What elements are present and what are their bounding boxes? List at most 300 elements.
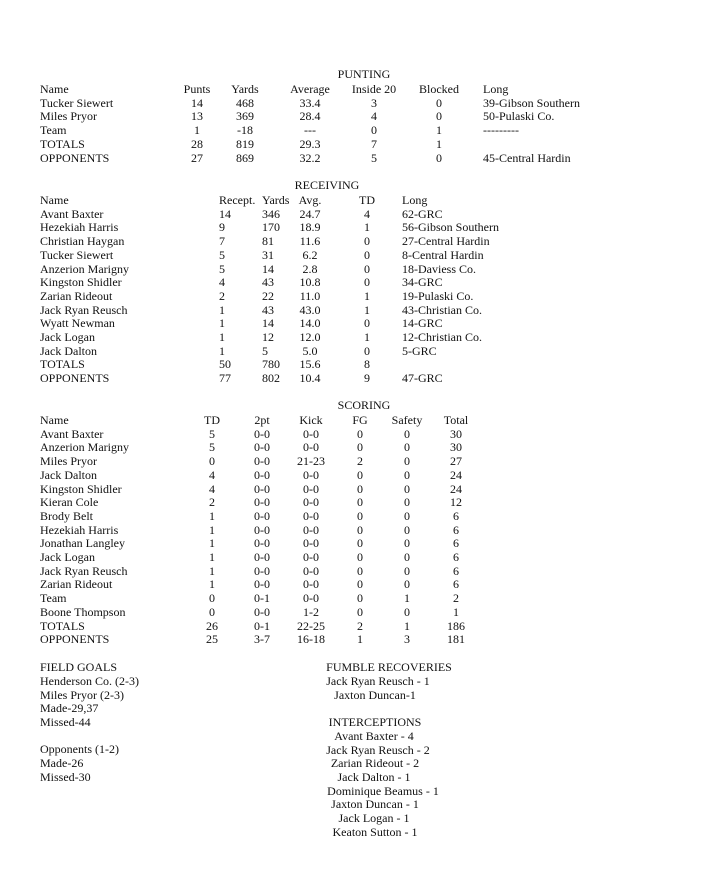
receiving-title: RECEIVING [294, 178, 360, 192]
punting-cell-yards: 369 [236, 109, 254, 124]
receiving-cell-avg: 43.0 [299, 302, 321, 317]
scoring-cell-td: 1 [209, 522, 215, 537]
receiving-cell-long: 47-GRC [402, 371, 443, 386]
scoring-header-safety: Safety [391, 413, 423, 427]
punting-table-row [0, 137, 723, 151]
scoring-cell-total: 30 [450, 440, 462, 455]
receiving-table-row [0, 207, 723, 221]
scoring-cell-fg: 0 [357, 604, 363, 619]
fumble-recoveries-title: FUMBLE RECOVERIES [326, 660, 452, 674]
scoring-table-row [0, 440, 723, 454]
punting-cell-average: --- [304, 123, 316, 138]
receiving-cell-name: Jack Ryan Reusch [40, 302, 128, 317]
receiving-cell-yards: 14 [262, 316, 274, 331]
punting-header-row [0, 82, 723, 96]
scoring-cell-kick: 21-23 [297, 454, 325, 469]
scoring-cell-2pt: 0-0 [254, 454, 270, 469]
receiving-cell-name: TOTALS [40, 357, 85, 372]
scoring-cell-name: Brody Belt [40, 508, 93, 523]
scoring-cell-safety: 3 [404, 632, 410, 647]
scoring-cell-total: 6 [453, 522, 459, 537]
scoring-cell-2pt: 0-0 [254, 563, 270, 578]
scoring-cell-fg: 0 [357, 508, 363, 523]
punting-header-blocked: Blocked [419, 82, 459, 96]
punting-cell-blocked: 1 [436, 123, 442, 138]
punting-cell-punts: 28 [191, 136, 203, 151]
punting-cell-average: 32.2 [299, 150, 321, 165]
scoring-cell-name: Jack Dalton [40, 467, 97, 482]
scoring-cell-name: Team [40, 591, 67, 606]
receiving-header-name: Name [40, 193, 69, 207]
scoring-cell-fg: 0 [357, 426, 363, 441]
receiving-cell-recept: 2 [219, 288, 225, 303]
scoring-cell-kick: 22-25 [297, 618, 325, 633]
scoring-cell-td: 1 [209, 550, 215, 564]
field-goals-line: Missed-44 [40, 715, 91, 729]
receiving-cell-td: 4 [364, 206, 370, 221]
receiving-cell-yards: 12 [262, 330, 274, 344]
punting-cell-long: --------- [483, 123, 519, 138]
punting-cell-inside-20: 4 [371, 109, 377, 124]
punting-cell-inside-20: 7 [371, 136, 377, 151]
scoring-cell-td: 1 [209, 563, 215, 578]
punting-cell-blocked: 0 [436, 109, 442, 124]
receiving-table-row [0, 248, 723, 262]
receiving-cell-long: 62-GRC [402, 206, 443, 221]
scoring-cell-name: TOTALS [40, 618, 85, 633]
scoring-cell-safety: 0 [404, 426, 410, 441]
scoring-cell-safety: 0 [404, 550, 410, 564]
scoring-cell-2pt: 0-0 [254, 481, 270, 496]
punting-cell-yards: 468 [236, 95, 254, 110]
scoring-table-row [0, 605, 723, 619]
scoring-cell-name: Hezekiah Harris [40, 522, 119, 537]
punting-header-yards: Yards [231, 82, 259, 96]
receiving-cell-yards: 802 [262, 371, 280, 386]
scoring-cell-2pt: 0-0 [254, 522, 270, 537]
punting-header-average: Average [290, 82, 330, 96]
receiving-cell-avg: 24.7 [299, 206, 321, 221]
scoring-table-row [0, 482, 723, 496]
field-goals-line: Made-29,37 [40, 701, 99, 715]
punting-cell-average: 28.4 [299, 109, 321, 124]
punting-cell-long: 50-Pulaski Co. [483, 109, 555, 124]
receiving-cell-long: 8-Central Hardin [402, 247, 484, 262]
scoring-cell-td: 0 [209, 604, 215, 619]
scoring-cell-kick: 0-0 [303, 522, 319, 537]
scoring-cell-kick: 0-0 [303, 440, 319, 455]
scoring-cell-td: 5 [209, 440, 215, 455]
scoring-cell-safety: 0 [404, 536, 410, 551]
receiving-header-avg: Avg. [298, 193, 322, 207]
punting-cell-average: 33.4 [299, 95, 321, 110]
receiving-cell-yards: 780 [262, 357, 280, 372]
receiving-cell-name: Avant Baxter [40, 206, 104, 221]
scoring-table-row [0, 577, 723, 591]
punting-table-row [0, 123, 723, 137]
receiving-cell-yards: 14 [262, 261, 274, 276]
scoring-table-row [0, 564, 723, 578]
receiving-table-row [0, 275, 723, 289]
scoring-cell-name: Jack Logan [40, 550, 95, 564]
receiving-cell-avg: 14.0 [299, 316, 321, 331]
scoring-cell-td: 1 [209, 536, 215, 551]
scoring-cell-total: 27 [450, 454, 462, 469]
scoring-cell-total: 12 [450, 495, 462, 510]
punting-cell-punts: 13 [191, 109, 203, 124]
scoring-cell-2pt: 0-1 [254, 618, 270, 633]
scoring-table-row [0, 468, 723, 482]
scoring-cell-2pt: 0-0 [254, 550, 270, 564]
scoring-cell-td: 25 [206, 632, 218, 647]
punting-header-inside-20: Inside 20 [351, 82, 397, 96]
punting-cell-yards: -18 [237, 123, 253, 138]
scoring-header-row [0, 413, 723, 427]
scoring-cell-safety: 0 [404, 481, 410, 496]
scoring-cell-2pt: 0-0 [254, 495, 270, 510]
receiving-table-row [0, 316, 723, 330]
punting-cell-long: 39-Gibson Southern [483, 95, 580, 110]
receiving-cell-recept: 50 [219, 357, 231, 372]
scoring-cell-kick: 0-0 [303, 577, 319, 592]
scoring-cell-kick: 0-0 [303, 467, 319, 482]
scoring-cell-name: Jack Ryan Reusch [40, 563, 128, 578]
scoring-cell-fg: 0 [357, 536, 363, 551]
scoring-title: SCORING [337, 398, 391, 412]
receiving-cell-recept: 14 [219, 206, 231, 221]
scoring-cell-td: 1 [209, 577, 215, 592]
receiving-cell-td: 1 [364, 220, 370, 235]
interception-line: Dominique Beamus - 1 [327, 784, 439, 798]
receiving-cell-avg: 15.6 [299, 357, 321, 372]
receiving-cell-avg: 12.0 [299, 330, 321, 344]
receiving-cell-yards: 5 [262, 343, 268, 358]
field-goals-opp-line: Missed-30 [40, 770, 91, 784]
receiving-cell-long: 27-Central Hardin [402, 234, 490, 249]
scoring-cell-kick: 0-0 [303, 426, 319, 441]
scoring-cell-name: Anzerion Marigny [40, 440, 129, 455]
scoring-cell-safety: 0 [404, 508, 410, 523]
punting-table-row [0, 96, 723, 110]
punting-header-long: Long [483, 82, 509, 96]
punting-cell-name: Miles Pryor [40, 109, 97, 124]
scoring-cell-fg: 0 [357, 467, 363, 482]
scoring-cell-fg: 1 [357, 632, 363, 647]
scoring-cell-td: 1 [209, 508, 215, 523]
receiving-table-row [0, 289, 723, 303]
punting-table-row [0, 151, 723, 165]
receiving-header-td: TD [359, 193, 375, 207]
scoring-cell-td: 0 [209, 454, 215, 469]
punting-cell-name: Team [40, 123, 67, 138]
scoring-cell-name: OPPONENTS [40, 632, 110, 647]
scoring-cell-safety: 0 [404, 522, 410, 537]
scoring-cell-kick: 0-0 [303, 508, 319, 523]
receiving-cell-td: 9 [364, 371, 370, 386]
receiving-table-row [0, 303, 723, 317]
receiving-cell-yards: 346 [262, 206, 280, 221]
receiving-cell-td: 1 [364, 330, 370, 344]
receiving-cell-recept: 5 [219, 247, 225, 262]
receiving-cell-name: OPPONENTS [40, 371, 110, 386]
receiving-table-row [0, 344, 723, 358]
scoring-cell-kick: 0-0 [303, 550, 319, 564]
punting-cell-blocked: 0 [436, 95, 442, 110]
punting-cell-blocked: 1 [436, 136, 442, 151]
receiving-cell-avg: 11.0 [299, 288, 321, 303]
scoring-cell-safety: 0 [404, 495, 410, 510]
receiving-table-row [0, 330, 723, 344]
receiving-cell-long: 14-GRC [402, 316, 443, 331]
scoring-cell-kick: 0-0 [303, 563, 319, 578]
receiving-cell-td: 0 [364, 275, 370, 290]
scoring-cell-fg: 0 [357, 440, 363, 455]
receiving-cell-long: 12-Christian Co. [402, 330, 482, 344]
receiving-table-row [0, 262, 723, 276]
receiving-cell-yards: 31 [262, 247, 274, 262]
scoring-cell-td: 2 [209, 495, 215, 510]
punting-header-name: Name [40, 82, 69, 96]
receiving-cell-long: 5-GRC [402, 343, 437, 358]
scoring-table-row [0, 536, 723, 550]
receiving-cell-name: Jack Dalton [40, 343, 97, 358]
punting-cell-name: Tucker Siewert [40, 95, 114, 110]
fumble-recovery-line: Jaxton Duncan-1 [334, 688, 416, 702]
scoring-cell-safety: 0 [404, 577, 410, 592]
interceptions-title: INTERCEPTIONS [328, 715, 422, 729]
fumble-recovery-line: Jack Ryan Reusch - 1 [326, 674, 430, 688]
receiving-cell-long: 43-Christian Co. [402, 302, 482, 317]
receiving-cell-avg: 5.0 [302, 343, 318, 358]
receiving-cell-td: 0 [364, 316, 370, 331]
punting-cell-inside-20: 5 [371, 150, 377, 165]
scoring-cell-safety: 0 [404, 454, 410, 469]
scoring-cell-name: Boone Thompson [40, 604, 126, 619]
scoring-cell-td: 4 [209, 467, 215, 482]
scoring-cell-kick: 0-0 [303, 495, 319, 510]
receiving-table-row [0, 234, 723, 248]
scoring-cell-name: Kingston Shidler [40, 481, 122, 496]
punting-cell-blocked: 0 [436, 150, 442, 165]
scoring-cell-2pt: 0-0 [254, 508, 270, 523]
receiving-cell-long: 18-Daviess Co. [402, 261, 476, 276]
scoring-cell-kick: 0-0 [303, 591, 319, 606]
receiving-cell-name: Kingston Shidler [40, 275, 122, 290]
punting-cell-long: 45-Central Hardin [483, 150, 571, 165]
field-goals-title: FIELD GOALS [40, 660, 117, 674]
receiving-cell-yards: 170 [262, 220, 280, 235]
scoring-table-row [0, 495, 723, 509]
scoring-cell-2pt: 3-7 [254, 632, 270, 647]
receiving-cell-yards: 81 [262, 234, 274, 249]
field-goals-opp-line: Made-26 [40, 756, 84, 770]
receiving-header-yards: Yards [262, 193, 290, 207]
receiving-cell-name: Jack Logan [40, 330, 95, 344]
scoring-header-fg: FG [352, 413, 368, 427]
punting-title: PUNTING [337, 67, 391, 81]
scoring-cell-total: 6 [453, 536, 459, 551]
scoring-cell-total: 186 [447, 618, 465, 633]
scoring-cell-2pt: 0-1 [254, 591, 270, 606]
scoring-cell-total: 6 [453, 563, 459, 578]
scoring-cell-total: 6 [453, 550, 459, 564]
scoring-cell-name: Miles Pryor [40, 454, 97, 469]
scoring-cell-td: 5 [209, 426, 215, 441]
receiving-header-row [0, 193, 723, 207]
scoring-cell-name: Kieran Cole [40, 495, 99, 510]
receiving-cell-name: Hezekiah Harris [40, 220, 119, 235]
scoring-table-row [0, 509, 723, 523]
scoring-cell-fg: 0 [357, 577, 363, 592]
receiving-table-row [0, 357, 723, 371]
receiving-cell-recept: 1 [219, 302, 225, 317]
scoring-table-row [0, 427, 723, 441]
receiving-cell-name: Zarian Rideout [40, 288, 113, 303]
punting-cell-name: TOTALS [40, 136, 85, 151]
scoring-cell-fg: 0 [357, 522, 363, 537]
scoring-cell-total: 30 [450, 426, 462, 441]
scoring-cell-td: 26 [206, 618, 218, 633]
receiving-cell-avg: 2.8 [302, 261, 318, 276]
punting-cell-yards: 819 [236, 136, 254, 151]
scoring-cell-safety: 0 [404, 440, 410, 455]
scoring-cell-total: 1 [453, 604, 459, 619]
scoring-cell-total: 6 [453, 577, 459, 592]
scoring-cell-fg: 0 [357, 591, 363, 606]
scoring-cell-total: 24 [450, 481, 462, 496]
receiving-cell-yards: 43 [262, 275, 274, 290]
receiving-cell-avg: 10.8 [299, 275, 321, 290]
scoring-cell-safety: 0 [404, 467, 410, 482]
interception-line: Avant Baxter - 4 [334, 729, 414, 743]
receiving-cell-recept: 5 [219, 261, 225, 276]
receiving-cell-td: 8 [364, 357, 370, 372]
scoring-cell-kick: 1-2 [303, 604, 319, 619]
punting-header-punts: Punts [183, 82, 211, 96]
scoring-cell-2pt: 0-0 [254, 440, 270, 455]
scoring-cell-2pt: 0-0 [254, 577, 270, 592]
field-goals-opp-line: Opponents (1-2) [40, 742, 119, 756]
receiving-cell-yards: 43 [262, 302, 274, 317]
receiving-cell-recept: 1 [219, 316, 225, 331]
punting-cell-yards: 869 [236, 150, 254, 165]
scoring-cell-total: 24 [450, 467, 462, 482]
receiving-cell-td: 0 [364, 261, 370, 276]
scoring-header-kick: Kick [299, 413, 323, 427]
receiving-cell-td: 0 [364, 247, 370, 262]
scoring-table-row [0, 523, 723, 537]
receiving-cell-td: 1 [364, 302, 370, 317]
field-goals-line: Miles Pryor (2-3) [40, 688, 124, 702]
punting-cell-punts: 27 [191, 150, 203, 165]
scoring-header-td: TD [204, 413, 220, 427]
scoring-table-row [0, 454, 723, 468]
receiving-cell-recept: 7 [219, 234, 225, 249]
receiving-cell-avg: 6.2 [302, 247, 318, 262]
receiving-cell-avg: 18.9 [299, 220, 321, 235]
scoring-cell-total: 6 [453, 508, 459, 523]
receiving-cell-name: Anzerion Marigny [40, 261, 129, 276]
punting-cell-name: OPPONENTS [40, 150, 110, 165]
interception-line: Jack Dalton - 1 [337, 770, 411, 784]
receiving-cell-name: Christian Haygan [40, 234, 125, 249]
punting-cell-inside-20: 0 [371, 123, 377, 138]
interception-line: Jack Ryan Reusch - 2 [326, 743, 430, 757]
receiving-header-recept: Recept. [219, 193, 256, 207]
scoring-cell-2pt: 0-0 [254, 604, 270, 619]
scoring-cell-2pt: 0-0 [254, 467, 270, 482]
scoring-cell-2pt: 0-0 [254, 536, 270, 551]
scoring-cell-total: 181 [447, 632, 465, 647]
receiving-cell-recept: 1 [219, 343, 225, 358]
punting-table-row [0, 109, 723, 123]
scoring-cell-td: 0 [209, 591, 215, 606]
scoring-cell-total: 2 [453, 591, 459, 606]
scoring-cell-safety: 1 [404, 591, 410, 606]
interception-line: Jaxton Duncan - 1 [331, 797, 419, 811]
scoring-cell-safety: 0 [404, 604, 410, 619]
interception-line: Jack Logan - 1 [338, 811, 410, 825]
scoring-cell-name: Jonathan Langley [40, 536, 125, 551]
scoring-cell-name: Zarian Rideout [40, 577, 113, 592]
scoring-cell-fg: 0 [357, 481, 363, 496]
receiving-cell-td: 1 [364, 288, 370, 303]
receiving-cell-avg: 10.4 [299, 371, 321, 386]
scoring-cell-safety: 1 [404, 618, 410, 633]
scoring-cell-fg: 2 [357, 618, 363, 633]
scoring-cell-fg: 0 [357, 550, 363, 564]
scoring-header-total: Total [443, 413, 469, 427]
scoring-cell-2pt: 0-0 [254, 426, 270, 441]
interception-line: Zarian Rideout - 2 [330, 756, 420, 770]
receiving-cell-long: 34-GRC [402, 275, 443, 290]
punting-cell-average: 29.3 [299, 136, 321, 151]
receiving-cell-long: 56-Gibson Southern [402, 220, 499, 235]
scoring-cell-fg: 0 [357, 495, 363, 510]
receiving-cell-long: 19-Pulaski Co. [402, 288, 474, 303]
receiving-table-row [0, 220, 723, 234]
receiving-table-row [0, 371, 723, 385]
receiving-cell-td: 0 [364, 234, 370, 249]
scoring-header-name: Name [40, 413, 69, 427]
punting-cell-punts: 14 [191, 95, 203, 110]
field-goals-line: Henderson Co. (2-3) [40, 674, 139, 688]
scoring-table-row [0, 550, 723, 564]
receiving-header-long: Long [402, 193, 428, 207]
receiving-cell-yards: 22 [262, 288, 274, 303]
scoring-table-row [0, 632, 723, 646]
scoring-header-2pt: 2pt [254, 413, 270, 427]
scoring-cell-name: Avant Baxter [40, 426, 104, 441]
punting-cell-punts: 1 [194, 123, 200, 138]
receiving-cell-recept: 9 [219, 220, 225, 235]
scoring-cell-td: 4 [209, 481, 215, 496]
interception-line: Keaton Sutton - 1 [332, 825, 418, 839]
scoring-cell-safety: 0 [404, 563, 410, 578]
scoring-cell-kick: 0-0 [303, 481, 319, 496]
receiving-cell-td: 0 [364, 343, 370, 358]
scoring-cell-kick: 16-18 [297, 632, 325, 647]
scoring-table-row [0, 591, 723, 605]
receiving-cell-avg: 11.6 [299, 234, 321, 249]
scoring-cell-fg: 0 [357, 563, 363, 578]
punting-cell-inside-20: 3 [371, 95, 377, 110]
receiving-cell-recept: 4 [219, 275, 225, 290]
scoring-cell-kick: 0-0 [303, 536, 319, 551]
receiving-cell-recept: 1 [219, 330, 225, 344]
receiving-cell-name: Tucker Siewert [40, 247, 114, 262]
receiving-cell-name: Wyatt Newman [40, 316, 115, 331]
